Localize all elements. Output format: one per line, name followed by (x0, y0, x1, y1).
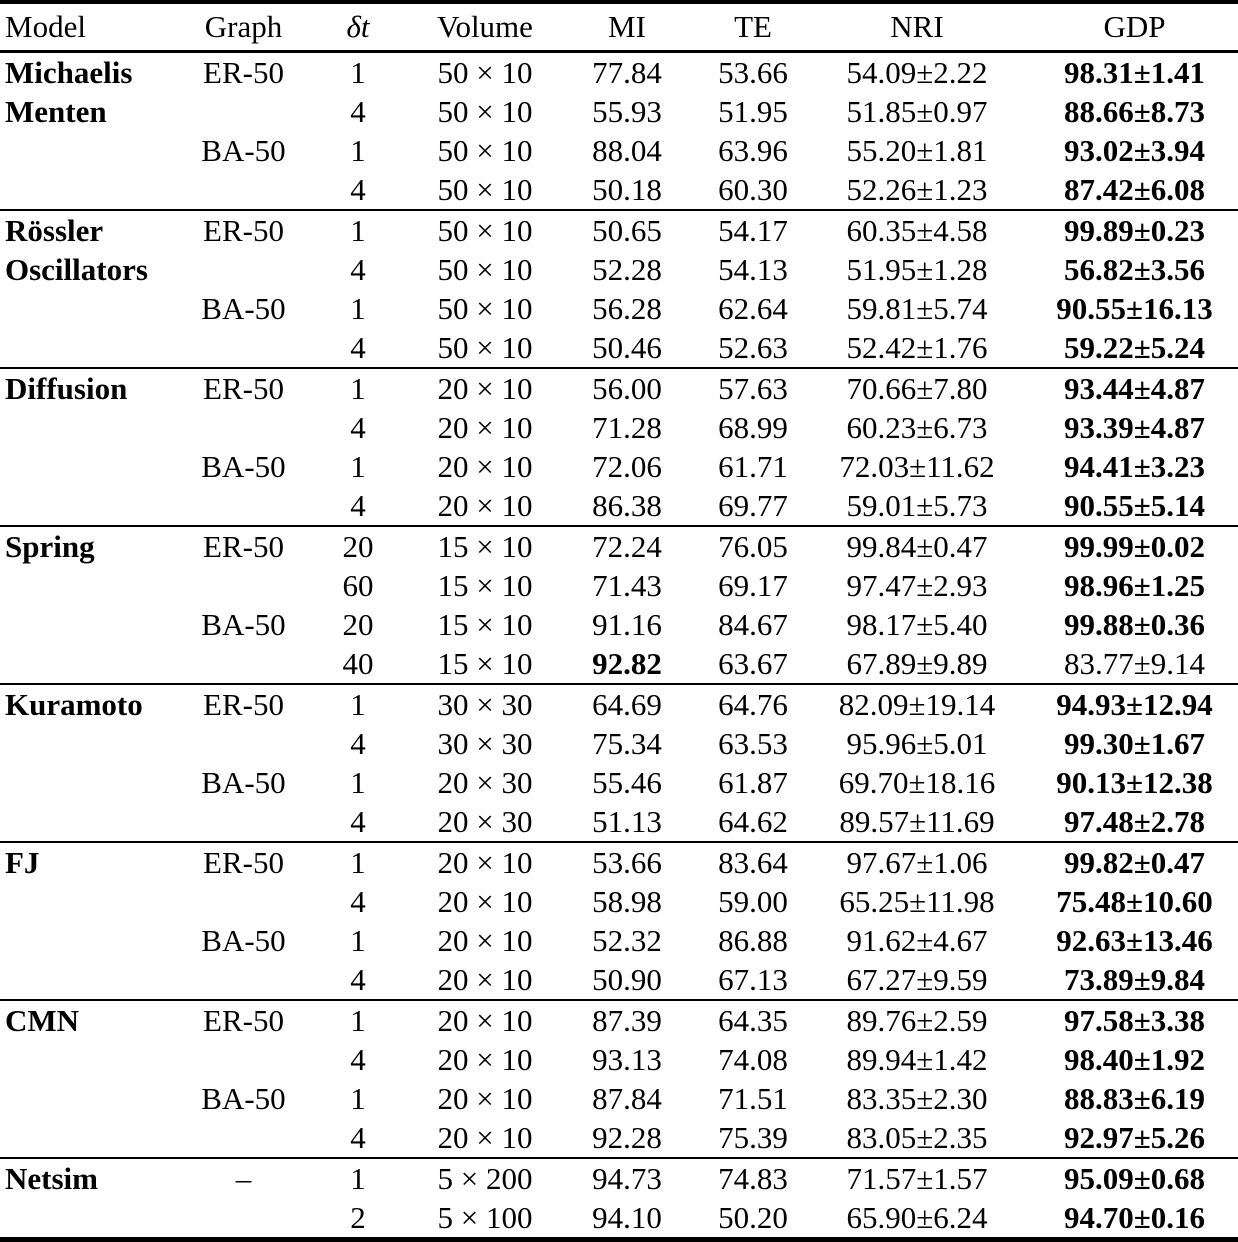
cell-te: 54.17 (718, 212, 788, 248)
cell-gdp: 93.39±4.87 (1063, 409, 1205, 445)
table-row (0, 368, 1238, 408)
cell-te: 64.76 (718, 686, 788, 722)
cell-mi: 77.84 (592, 54, 662, 90)
cell-te: 59.00 (718, 883, 788, 919)
cell-mi: 86.38 (592, 487, 662, 523)
graph-cell: ER-50 (203, 844, 284, 880)
cell-te: 69.17 (718, 567, 788, 603)
cell-dt: 1 (350, 1160, 366, 1196)
cell-mi: 50.46 (592, 329, 662, 365)
cell-volume: 20 × 10 (437, 487, 533, 523)
model-name-line: Oscillators (5, 251, 148, 287)
cell-volume: 50 × 10 (437, 132, 533, 168)
cell-te: 54.13 (718, 251, 788, 287)
cell-nri: 55.20±1.81 (846, 132, 988, 168)
cell-nri: 97.67±1.06 (846, 844, 988, 880)
cell-dt: 1 (350, 686, 366, 722)
cell-nri: 99.84±0.47 (846, 528, 988, 564)
cell-gdp: 98.40±1.92 (1063, 1041, 1205, 1077)
cell-gdp: 99.30±1.67 (1063, 725, 1205, 761)
cell-dt: 4 (350, 1041, 366, 1077)
cell-gdp: 99.99±0.02 (1063, 528, 1205, 564)
cell-te: 74.08 (718, 1041, 788, 1077)
section-diffusion (0, 368, 1238, 526)
cell-nri: 95.96±5.01 (846, 725, 988, 761)
table-row (0, 526, 1238, 566)
cell-dt: 1 (350, 764, 366, 800)
cell-mi: 87.84 (592, 1080, 662, 1116)
cell-dt: 1 (350, 844, 366, 880)
cell-volume: 30 × 30 (437, 686, 533, 722)
cell-dt: 1 (350, 132, 366, 168)
cell-gdp: 90.13±12.38 (1056, 764, 1213, 800)
model-cell (0, 842, 190, 1000)
model-name-line: Spring (5, 528, 95, 564)
graph-cell: ER-50 (203, 528, 284, 564)
cell-nri: 60.23±6.73 (846, 409, 988, 445)
cell-dt: 4 (350, 803, 366, 839)
header-nri: NRI (890, 8, 944, 44)
section-michaelis-menten (0, 51, 1238, 210)
cell-volume: 20 × 10 (437, 844, 533, 880)
cell-te: 75.39 (718, 1119, 788, 1155)
graph-cell: BA-50 (201, 290, 286, 326)
cell-mi: 92.82 (592, 645, 662, 681)
cell-nri: 83.35±2.30 (846, 1080, 988, 1116)
cell-te: 61.71 (718, 448, 788, 484)
cell-mi: 93.13 (592, 1041, 662, 1077)
table-row (0, 1000, 1238, 1040)
cell-dt: 4 (350, 961, 366, 997)
section-r-ssler-oscillators (0, 210, 1238, 368)
model-name-line: Menten (5, 93, 107, 129)
cell-mi: 52.32 (592, 922, 662, 958)
cell-volume: 20 × 10 (437, 409, 533, 445)
cell-gdp: 90.55±16.13 (1056, 290, 1213, 326)
cell-nri: 82.09±19.14 (838, 686, 996, 722)
cell-nri: 59.81±5.74 (846, 290, 988, 326)
cell-te: 74.83 (718, 1160, 788, 1196)
cell-mi: 88.04 (592, 132, 662, 168)
cell-dt: 40 (342, 645, 374, 681)
header-volume: Volume (437, 8, 533, 44)
header-gdp: GDP (1103, 8, 1166, 44)
model-name-line: Michaelis (5, 54, 133, 90)
cell-mi: 91.16 (592, 606, 662, 642)
cell-nri: 72.03±11.62 (839, 448, 995, 484)
cell-dt: 1 (350, 212, 366, 248)
cell-gdp: 92.97±5.26 (1063, 1119, 1205, 1155)
table-row (0, 842, 1238, 882)
cell-gdp: 97.58±3.38 (1063, 1002, 1205, 1038)
cell-mi: 50.90 (592, 961, 662, 997)
graph-cell: BA-50 (201, 606, 286, 642)
cell-volume: 20 × 10 (437, 922, 533, 958)
model-cell (0, 1158, 190, 1240)
cell-mi: 72.06 (592, 448, 662, 484)
cell-volume: 15 × 10 (437, 567, 533, 603)
cell-gdp: 94.70±0.16 (1063, 1199, 1205, 1235)
cell-gdp: 87.42±6.08 (1063, 171, 1205, 207)
cell-gdp: 83.77±9.14 (1063, 645, 1205, 681)
cell-volume: 15 × 10 (437, 645, 533, 681)
cell-nri: 83.05±2.35 (846, 1119, 988, 1155)
cell-nri: 67.89±9.89 (846, 645, 988, 681)
cell-mi: 50.65 (592, 212, 662, 248)
cell-mi: 94.73 (592, 1160, 662, 1196)
cell-nri: 52.26±1.23 (846, 171, 988, 207)
cell-mi: 55.46 (592, 764, 662, 800)
cell-volume: 5 × 200 (437, 1160, 533, 1196)
cell-mi: 71.43 (592, 567, 662, 603)
table-row (0, 210, 1238, 250)
cell-nri: 89.57±11.69 (839, 803, 995, 839)
table-row (0, 1158, 1238, 1198)
cell-nri: 69.70±18.16 (838, 764, 996, 800)
cell-nri: 51.95±1.28 (846, 251, 988, 287)
cell-nri: 98.17±5.40 (846, 606, 988, 642)
cell-mi: 56.28 (592, 290, 662, 326)
cell-volume: 5 × 100 (437, 1199, 533, 1235)
cell-nri: 71.57±1.57 (846, 1160, 988, 1196)
cell-volume: 20 × 10 (437, 1002, 533, 1038)
cell-te: 53.66 (718, 54, 788, 90)
cell-dt: 4 (350, 487, 366, 523)
graph-cell: ER-50 (203, 1002, 284, 1038)
cell-gdp: 59.22±5.24 (1063, 329, 1205, 365)
cell-mi: 53.66 (592, 844, 662, 880)
header-row (0, 2, 1238, 51)
graph-cell: BA-50 (201, 1080, 286, 1116)
cell-te: 60.30 (718, 171, 788, 207)
cell-volume: 20 × 10 (437, 1080, 533, 1116)
cell-gdp: 97.48±2.78 (1063, 803, 1205, 839)
cell-nri: 89.94±1.42 (846, 1041, 988, 1077)
section-spring (0, 526, 1238, 684)
cell-dt: 1 (350, 448, 366, 484)
cell-dt: 1 (350, 1002, 366, 1038)
cell-gdp: 99.82±0.47 (1063, 844, 1205, 880)
table-header (0, 2, 1238, 51)
cell-dt: 1 (350, 290, 366, 326)
cell-dt: 4 (350, 725, 366, 761)
cell-mi: 72.24 (592, 528, 662, 564)
cell-volume: 20 × 10 (437, 961, 533, 997)
cell-mi: 94.10 (592, 1199, 662, 1235)
graph-cell: BA-50 (201, 132, 286, 168)
cell-te: 63.67 (718, 645, 788, 681)
graph-cell: BA-50 (201, 764, 286, 800)
cell-te: 86.88 (718, 922, 788, 958)
graph-cell: BA-50 (201, 448, 286, 484)
model-name-line: CMN (5, 1002, 80, 1038)
cell-te: 52.63 (718, 329, 788, 365)
cell-gdp: 98.31±1.41 (1063, 54, 1205, 90)
cell-dt: 4 (350, 883, 366, 919)
cell-gdp: 93.44±4.87 (1063, 370, 1205, 406)
cell-volume: 50 × 10 (437, 251, 533, 287)
cell-gdp: 90.55±5.14 (1063, 487, 1205, 523)
cell-dt: 1 (350, 54, 366, 90)
graph-cell: ER-50 (203, 212, 284, 248)
cell-gdp: 93.02±3.94 (1063, 132, 1205, 168)
cell-dt: 4 (350, 1119, 366, 1155)
cell-dt: 4 (350, 409, 366, 445)
cell-te: 64.35 (718, 1002, 788, 1038)
cell-volume: 50 × 10 (437, 212, 533, 248)
cell-gdp: 99.88±0.36 (1063, 606, 1205, 642)
header-mi: MI (608, 8, 646, 44)
cell-mi: 75.34 (592, 725, 662, 761)
cell-te: 63.53 (718, 725, 788, 761)
model-name-line: Kuramoto (5, 686, 143, 722)
graph-cell: ER-50 (203, 54, 284, 90)
cell-dt: 60 (342, 567, 374, 603)
cell-volume: 20 × 30 (437, 764, 533, 800)
header-delta-t: δt (346, 8, 370, 44)
cell-nri: 60.35±4.58 (846, 212, 988, 248)
cell-mi: 55.93 (592, 93, 662, 129)
cell-te: 62.64 (718, 290, 788, 326)
cell-nri: 65.25±11.98 (839, 883, 995, 919)
cell-te: 61.87 (718, 764, 788, 800)
cell-te: 76.05 (718, 528, 788, 564)
cell-volume: 20 × 10 (437, 448, 533, 484)
cell-te: 69.77 (718, 487, 788, 523)
cell-volume: 50 × 10 (437, 329, 533, 365)
cell-volume: 20 × 30 (437, 803, 533, 839)
graph-cell: – (235, 1160, 252, 1196)
cell-volume: 15 × 10 (437, 528, 533, 564)
cell-dt: 4 (350, 171, 366, 207)
cell-volume: 20 × 10 (437, 1041, 533, 1077)
cell-mi: 52.28 (592, 251, 662, 287)
header-te: TE (734, 8, 772, 44)
cell-gdp: 56.82±3.56 (1063, 251, 1205, 287)
section-netsim (0, 1158, 1238, 1240)
header-graph: Graph (204, 8, 283, 44)
cell-te: 50.20 (718, 1199, 788, 1235)
cell-gdp: 75.48±10.60 (1056, 883, 1213, 919)
model-name-line: Netsim (5, 1160, 98, 1196)
cell-nri: 52.42±1.76 (846, 329, 988, 365)
cell-volume: 50 × 10 (437, 290, 533, 326)
cell-te: 63.96 (718, 132, 788, 168)
section-fj (0, 842, 1238, 1000)
cell-te: 67.13 (718, 961, 788, 997)
cell-gdp: 95.09±0.68 (1063, 1160, 1205, 1196)
model-cell (0, 368, 190, 526)
cell-dt: 4 (350, 329, 366, 365)
cell-volume: 20 × 10 (437, 883, 533, 919)
model-cell (0, 526, 190, 684)
cell-te: 68.99 (718, 409, 788, 445)
cell-dt: 4 (350, 93, 366, 129)
graph-cell: BA-50 (201, 922, 286, 958)
cell-nri: 51.85±0.97 (846, 93, 988, 129)
cell-te: 51.95 (718, 93, 788, 129)
section-cmn (0, 1000, 1238, 1158)
cell-mi: 71.28 (592, 409, 662, 445)
model-cell (0, 51, 190, 210)
cell-gdp: 99.89±0.23 (1063, 212, 1205, 248)
cell-nri: 89.76±2.59 (846, 1002, 988, 1038)
model-name-line: FJ (5, 844, 40, 880)
cell-nri: 65.90±6.24 (846, 1199, 988, 1235)
cell-mi: 87.39 (592, 1002, 662, 1038)
cell-volume: 50 × 10 (437, 93, 533, 129)
cell-mi: 64.69 (592, 686, 662, 722)
cell-dt: 1 (350, 1080, 366, 1116)
cell-gdp: 73.89±9.84 (1063, 961, 1205, 997)
cell-te: 83.64 (718, 844, 788, 880)
cell-nri: 70.66±7.80 (846, 370, 988, 406)
cell-volume: 50 × 10 (437, 54, 533, 90)
cell-dt: 1 (350, 370, 366, 406)
table-row (0, 51, 1238, 92)
cell-mi: 56.00 (592, 370, 662, 406)
cell-nri: 59.01±5.73 (846, 487, 988, 523)
cell-mi: 50.18 (592, 171, 662, 207)
cell-volume: 20 × 10 (437, 370, 533, 406)
cell-dt: 20 (342, 528, 374, 564)
section-kuramoto (0, 684, 1238, 842)
table-row (0, 684, 1238, 724)
cell-nri: 91.62±4.67 (846, 922, 988, 958)
cell-gdp: 88.66±8.73 (1063, 93, 1205, 129)
cell-te: 64.62 (718, 803, 788, 839)
cell-nri: 54.09±2.22 (846, 54, 988, 90)
cell-nri: 67.27±9.59 (846, 961, 988, 997)
cell-mi: 58.98 (592, 883, 662, 919)
cell-volume: 50 × 10 (437, 171, 533, 207)
graph-cell: ER-50 (203, 686, 284, 722)
cell-gdp: 94.93±12.94 (1056, 686, 1213, 722)
cell-gdp: 92.63±13.46 (1056, 922, 1213, 958)
cell-volume: 20 × 10 (437, 1119, 533, 1155)
model-cell (0, 210, 190, 368)
cell-dt: 2 (350, 1199, 366, 1235)
cell-te: 84.67 (718, 606, 788, 642)
cell-te: 71.51 (718, 1080, 788, 1116)
cell-dt: 20 (342, 606, 374, 642)
model-name-line: Rössler (5, 212, 104, 248)
model-cell (0, 1000, 190, 1158)
cell-mi: 51.13 (592, 803, 662, 839)
cell-gdp: 88.83±6.19 (1063, 1080, 1205, 1116)
cell-nri: 97.47±2.93 (846, 567, 988, 603)
cell-volume: 30 × 30 (437, 725, 533, 761)
cell-mi: 92.28 (592, 1119, 662, 1155)
cell-dt: 4 (350, 251, 366, 287)
model-name-line: Diffusion (5, 370, 128, 406)
cell-volume: 15 × 10 (437, 606, 533, 642)
model-cell (0, 684, 190, 842)
header-model: Model (5, 8, 86, 44)
cell-gdp: 94.41±3.23 (1063, 448, 1205, 484)
cell-dt: 1 (350, 922, 366, 958)
graph-cell: ER-50 (203, 370, 284, 406)
cell-gdp: 98.96±1.25 (1063, 567, 1205, 603)
cell-te: 57.63 (718, 370, 788, 406)
